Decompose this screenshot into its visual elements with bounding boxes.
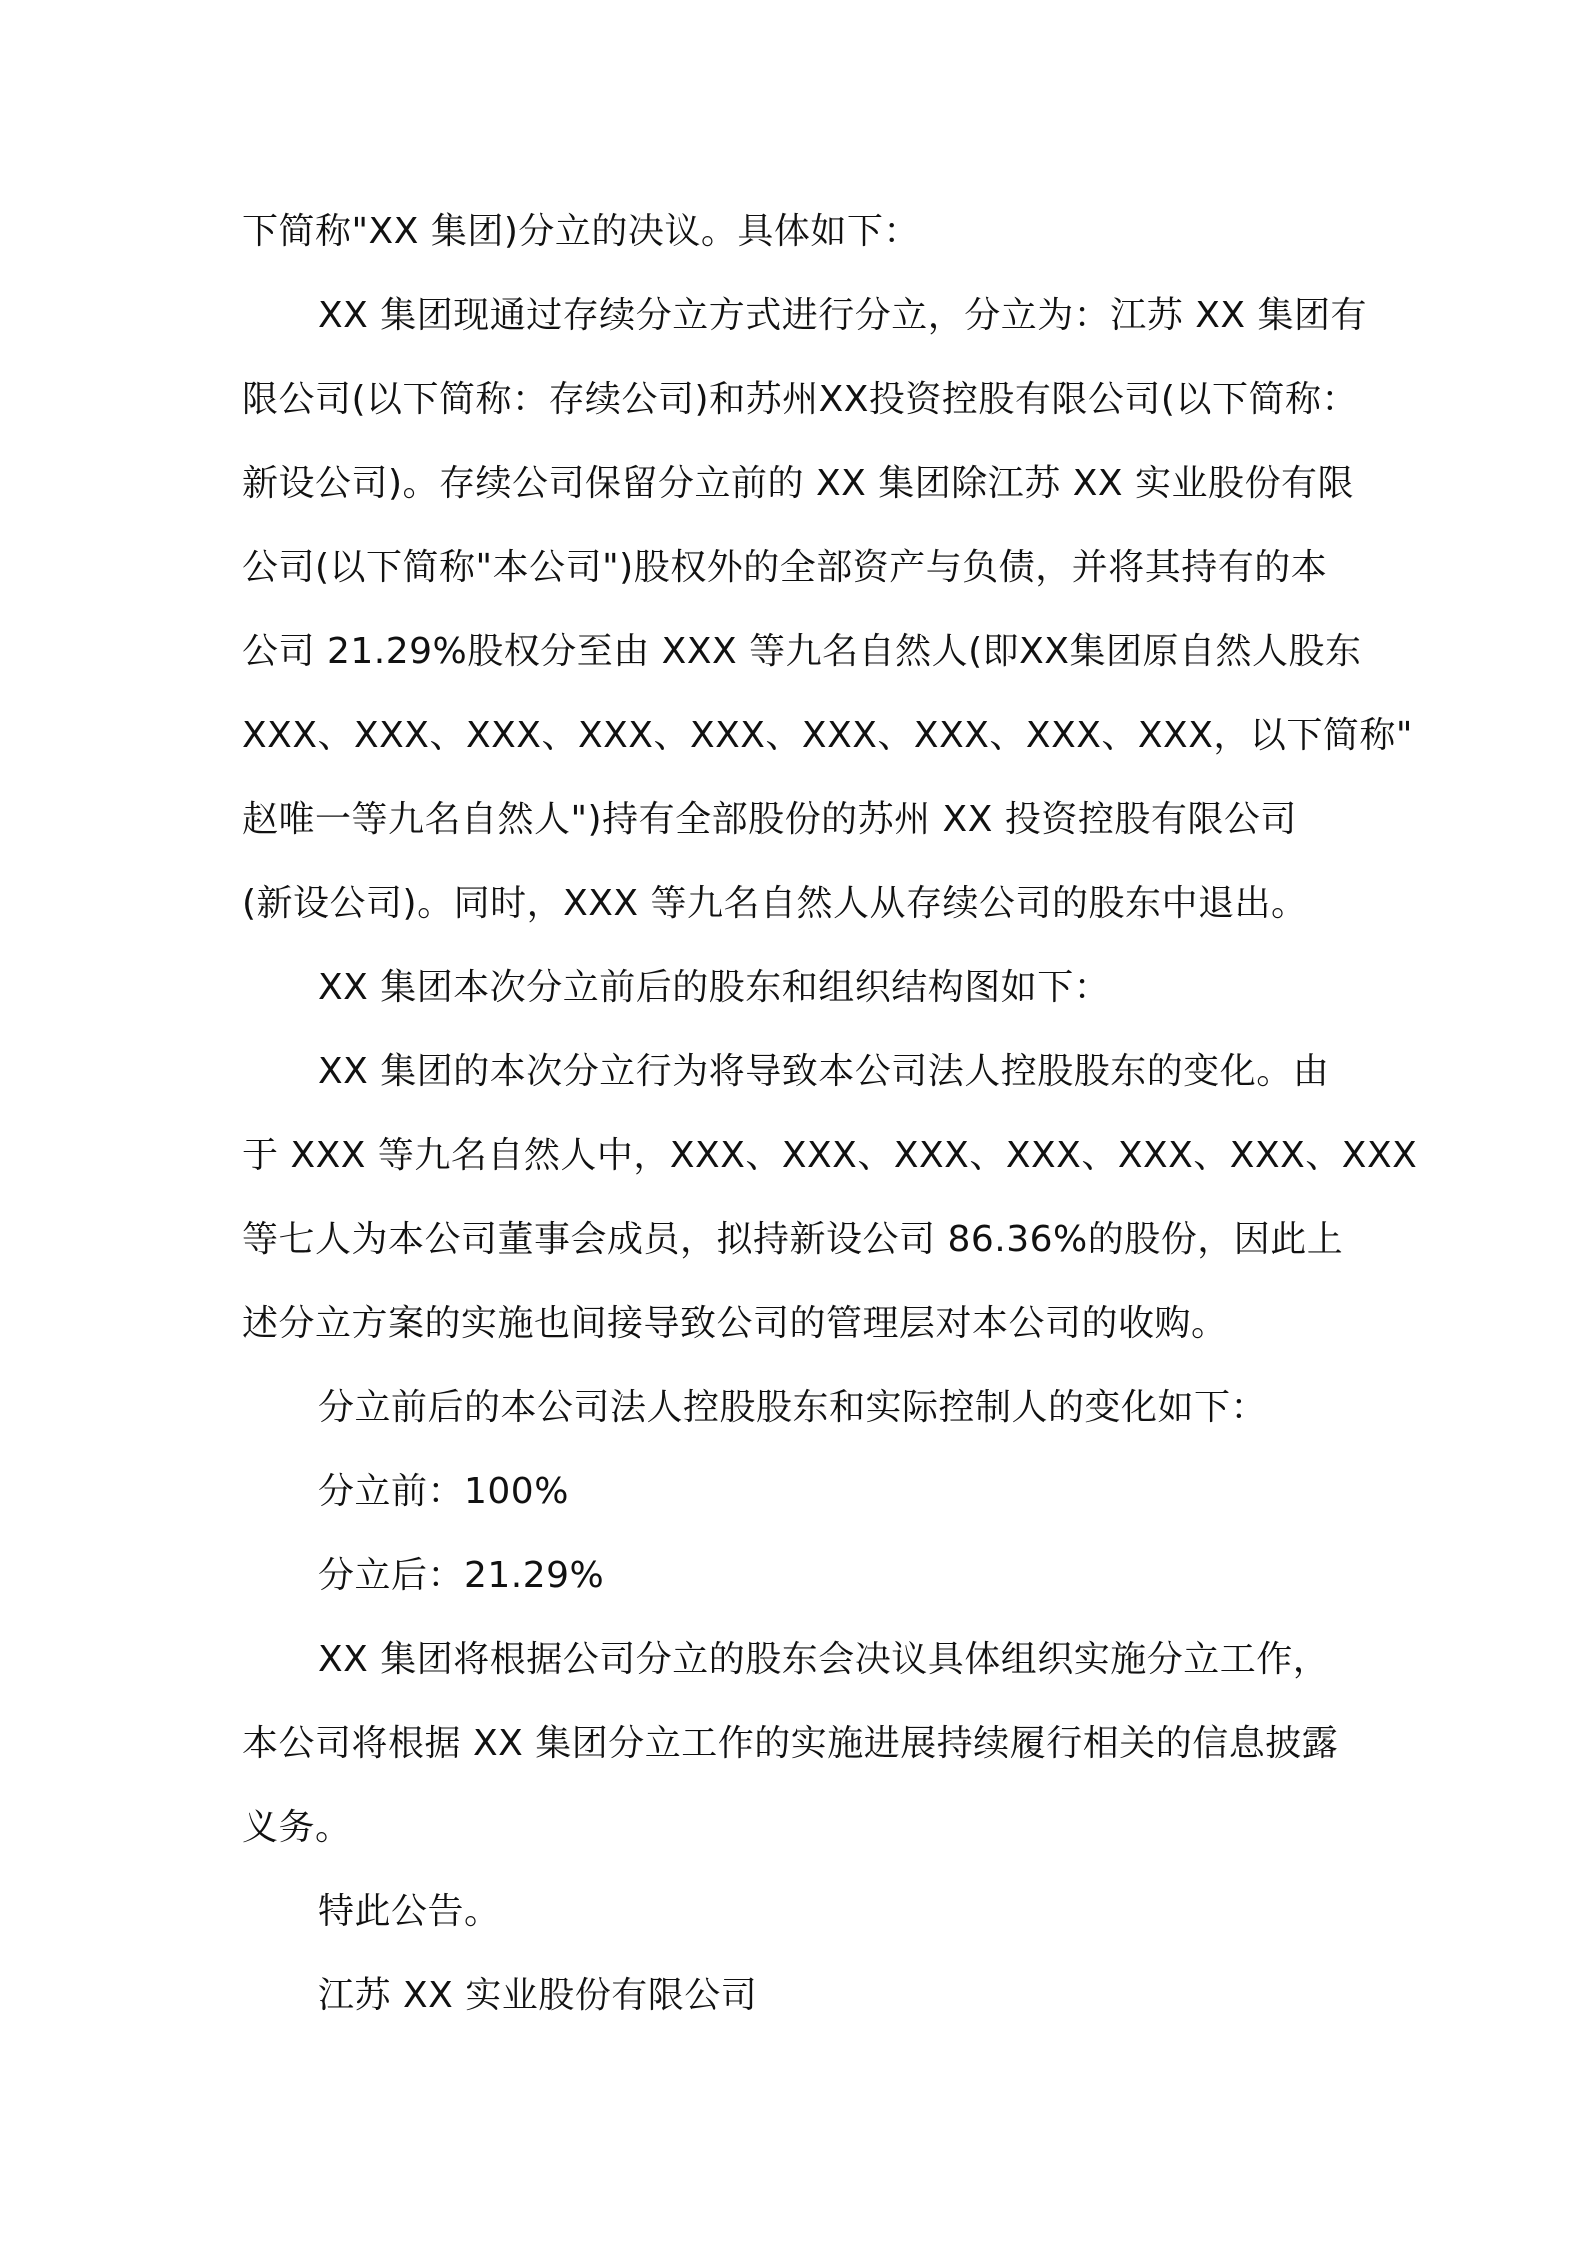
paragraph-line: 本公司将根据 XX 集团分立工作的实施进展持续履行相关的信息披露	[242, 1723, 1339, 1764]
paragraph-line: XXX、XXX、XXX、XXX、XXX、XXX、XXX、XXX、XXX，以下简称"	[242, 715, 1413, 756]
paragraph-line: 于 XXX 等九名自然人中，XXX、XXX、XXX、XXX、XXX、XXX、XXX	[242, 1135, 1418, 1176]
paragraph-line: 新设公司)。存续公司保留分立前的 XX 集团除江苏 XX 实业股份有限	[242, 463, 1354, 504]
paragraph-line: 特此公告。	[318, 1891, 501, 1932]
paragraph-line: 公司(以下简称"本公司")股权外的全部资产与负债，并将其持有的本	[242, 547, 1328, 588]
paragraph-line: 分立前后的本公司法人控股股东和实际控制人的变化如下：	[318, 1387, 1268, 1428]
paragraph-line: XX 集团将根据公司分立的股东会决议具体组织实施分立工作，	[318, 1639, 1330, 1680]
paragraph-line: XX 集团的本次分立行为将导致本公司法人控股股东的变化。由	[318, 1051, 1330, 1092]
paragraph-line: 述分立方案的实施也间接导致公司的管理层对本公司的收购。	[242, 1303, 1228, 1344]
document-body	[242, 190, 1418, 2038]
paragraph-line: 分立前：100%	[318, 1471, 569, 1512]
paragraph-line: 义务。	[242, 1807, 352, 1848]
paragraph-line: 等七人为本公司董事会成员，拟持新设公司 86.36%的股份，因此上	[242, 1219, 1344, 1260]
paragraph-line: 公司 21.29%股权分至由 XXX 等九名自然人(即XX集团原自然人股东	[242, 631, 1362, 672]
signature-line: 江苏 XX 实业股份有限公司	[318, 1975, 758, 2016]
paragraph-line: 限公司(以下简称：存续公司)和苏州XX投资控股有限公司(以下简称：	[242, 379, 1358, 420]
paragraph-line: 下简称"XX 集团)分立的决议。具体如下：	[242, 211, 920, 252]
paragraph-line: 分立后：21.29%	[318, 1555, 605, 1596]
paragraph-line: 赵唯一等九名自然人")持有全部股份的苏州 XX 投资控股有限公司	[242, 799, 1297, 840]
paragraph-line: (新设公司)。同时，XXX 等九名自然人从存续公司的股东中退出。	[242, 883, 1308, 924]
paragraph-line: XX 集团现通过存续分立方式进行分立，分立为：江苏 XX 集团有	[318, 295, 1367, 336]
paragraph-line: XX 集团本次分立前后的股东和组织结构图如下：	[318, 967, 1111, 1008]
